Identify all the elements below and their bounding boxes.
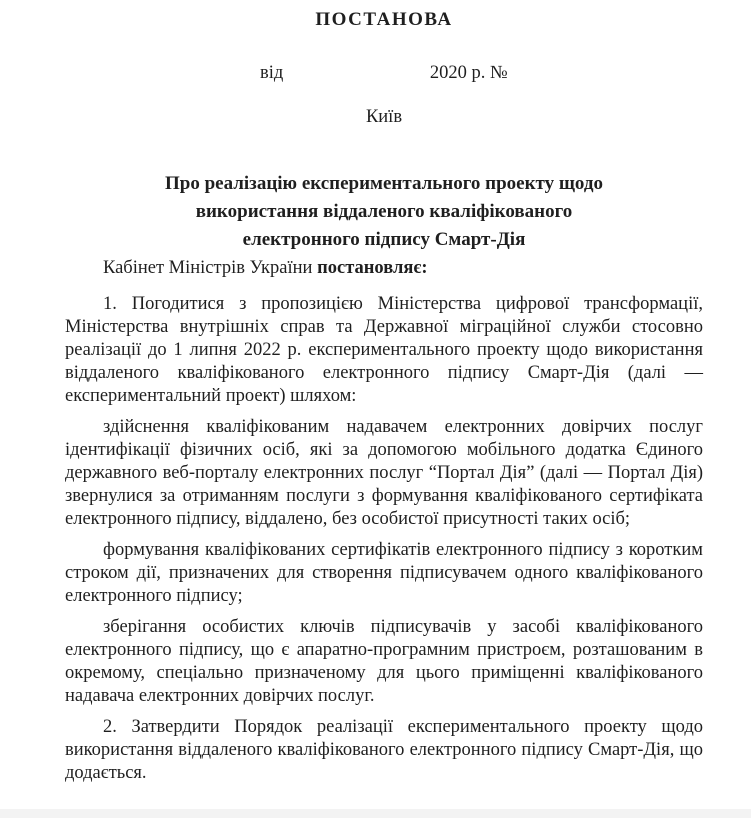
document-kind-heading: ПОСТАНОВА (315, 9, 453, 30)
document-title-line-2: використання віддаленого кваліфікованого (195, 201, 573, 222)
city-label: Київ (365, 107, 403, 127)
intro-bold-text: постановляє: (317, 258, 428, 278)
paragraph-5: 2. Затвердити Порядок реалізації експериментального проекту щодо використання віддаленого кваліфікованого електронного підпису Смарт-Дія, що додається. (65, 717, 703, 783)
paragraph-1: 1. Погодитися з пропозицією Міністерства цифрової трансформації, Міністерства внутрішніх справ та Державної міграційної служби стосовно реалізації до 1 липня 2022 р. експериментального проекту щодо використання віддаленого кваліфікованого електронного підпису Смарт-Дія (далі — експериментальний проект) шляхом: (65, 294, 703, 406)
date-from-label: від (260, 63, 284, 83)
scan-bottom-edge (0, 809, 751, 818)
paragraph-4: зберігання особистих ключів підписувачів у засобі кваліфікованого електронного підпису, що є апаратно-програмним пристроєм, розташованим в окремому, спеціально призначеному для цього приміщенні кваліфікованого надавача електронних довірчих послуг. (65, 617, 703, 706)
paragraph-3: формування кваліфікованих сертифікатів електронного підпису з коротким строком дії, призначених для створення підписувачем одного кваліфікованого електронного підпису; (65, 540, 703, 606)
date-line (65, 62, 703, 84)
paragraph-2: здійснення кваліфікованим надавачем електронних довірчих послуг ідентифікації фізичних осіб, які за допомогою мобільного додатка Єдиного державного веб-порталу електронних послуг “Портал Дія” (далі — Портал Дія) звернулися за отриманням послуги з формування кваліфікованого сертифіката електронного підпису, віддалено, без особистої присутності таких осіб; (65, 417, 703, 529)
intro-paragraph (65, 257, 703, 280)
document-title (65, 170, 703, 254)
date-year-number-label: 2020 р. № (429, 63, 508, 83)
document-title-line-3: електронного підпису Смарт-Дія (242, 229, 526, 250)
intro-regular-text: Кабінет Міністрів України (103, 258, 318, 278)
document-title-line-1: Про реалізацію експериментального проекту щодо (164, 173, 603, 194)
